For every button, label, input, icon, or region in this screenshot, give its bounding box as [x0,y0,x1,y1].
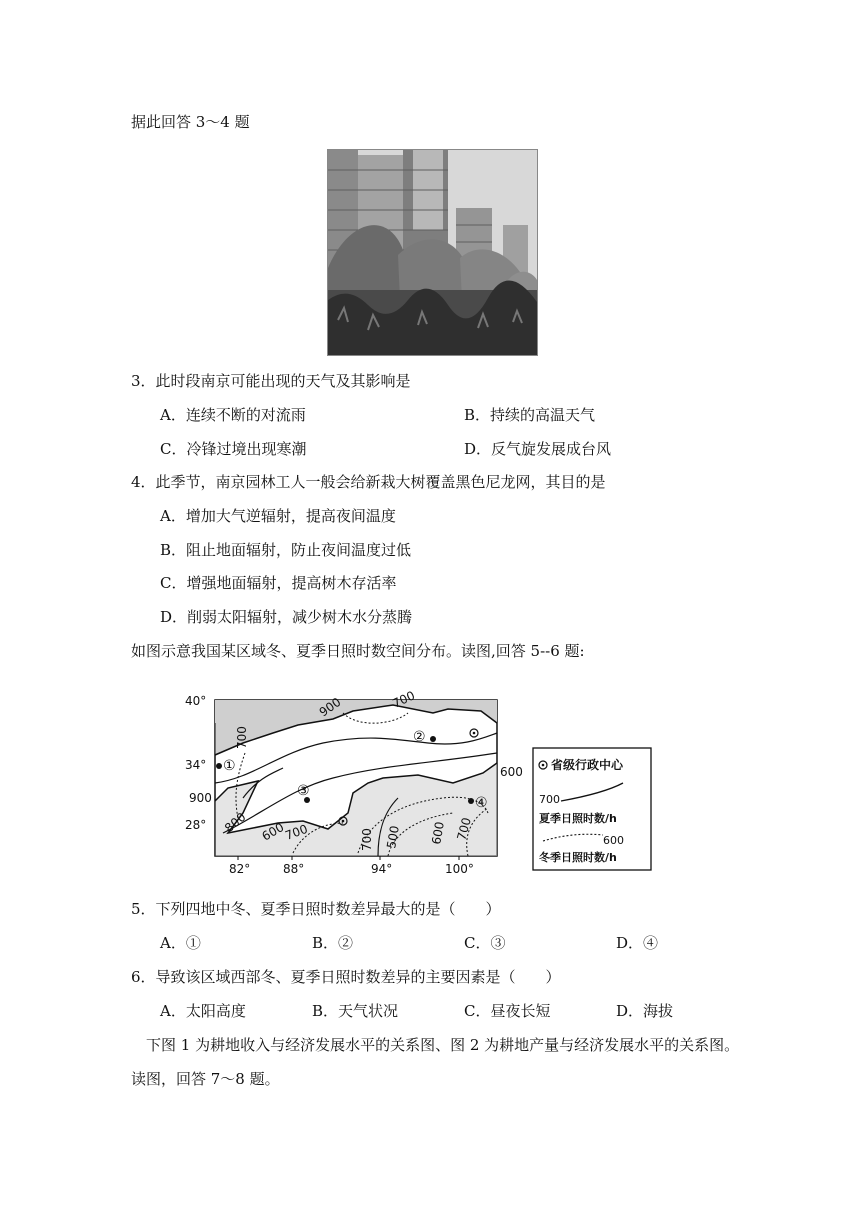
q4-option-a: A．增加大气逆辐射，提高夜间温度 [160,507,396,525]
contour-label: 700 [454,816,474,842]
lat-label: 34° [185,758,207,772]
contour-label: 600 [429,820,447,846]
legend-winter: 冬季日照时数/h [539,851,617,864]
contour-label: 700 [235,726,249,749]
intro-3-4: 据此回答 3～4 题 [131,113,250,131]
intro-5-6: 如图示意我国某区域冬、夏季日照时数空间分布。读图,回答 5--6 题: [131,642,585,660]
legend-capital: 省级行政中心 [551,758,624,772]
legend-summer: 夏季日照时数/h [539,812,617,825]
q6-option-b: B．天气状况 [312,1002,399,1020]
q4-stem: 4．此季节，南京园林工人一般会给新栽大树覆盖黑色尼龙网，其目的是 [131,473,606,491]
q5-stem: 5．下列四地中冬、夏季日照时数差异最大的是（ ） [131,900,501,918]
lon-label: 82° [229,862,251,876]
intro-7-8-line2: 读图，回答 7～8 题。 [131,1070,280,1088]
lon-label: 94° [371,862,393,876]
lat-label: 40° [185,694,207,708]
intro-7-8-line1: 下图 1 为耕地收入与经济发展水平的关系图、图 2 为耕地产量与经济发展水平的关系图。 [146,1036,740,1054]
q4-option-d: D．削弱太阳辐射，减少树木水分蒸腾 [160,608,413,626]
q3-option-b: B．持续的高温天气 [464,406,596,424]
q6-option-d: D．海拔 [616,1002,674,1020]
legend-winter-value: 600 [603,834,624,847]
q4-option-c: C．增强地面辐射，提高树木存活率 [160,574,397,592]
point-label: ③ [297,783,310,799]
contour-label: 700 [360,828,374,851]
contour-label: 500 [384,824,402,850]
lat-label: 28° [185,818,207,832]
contour-label: 600 [500,765,523,779]
point-label: ② [413,729,426,745]
q3-stem: 3．此时段南京可能出现的天气及其影响是 [131,372,411,390]
contour-label: 700 [390,688,418,711]
contour-label: 800 [221,809,249,836]
legend-summer-value: 700 [539,793,560,806]
q5-option-a: A．① [160,934,201,952]
q6-option-c: C．昼夜长短 [464,1002,551,1020]
q6-stem: 6．导致该区域西部冬、夏季日照时数差异的主要因素是（ ） [131,968,561,986]
q3-option-a: A．连续不断的对流雨 [160,406,306,424]
point-label: ① [223,758,236,774]
q6-option-a: A．太阳高度 [160,1002,246,1020]
lon-label: 100° [445,862,474,876]
q5-option-c: C．③ [464,934,506,952]
contour-label: 900 [189,791,212,805]
q5-option-d: D．④ [616,934,659,952]
contour-label: 900 [316,694,344,720]
lon-label: 88° [283,862,305,876]
point-label: ④ [475,795,488,811]
sunshine-hours-map [183,683,653,883]
q3-option-d: D．反气旋发展成台风 [464,440,612,458]
q5-option-b: B．② [312,934,354,952]
contour-label: 600 [259,820,287,844]
q3-option-c: C．冷锋过境出现寒潮 [160,440,307,458]
greenhouse-photo [327,149,538,356]
contour-label: 700 [283,821,310,843]
q4-option-b: B．阻止地面辐射，防止夜间温度过低 [160,541,412,559]
